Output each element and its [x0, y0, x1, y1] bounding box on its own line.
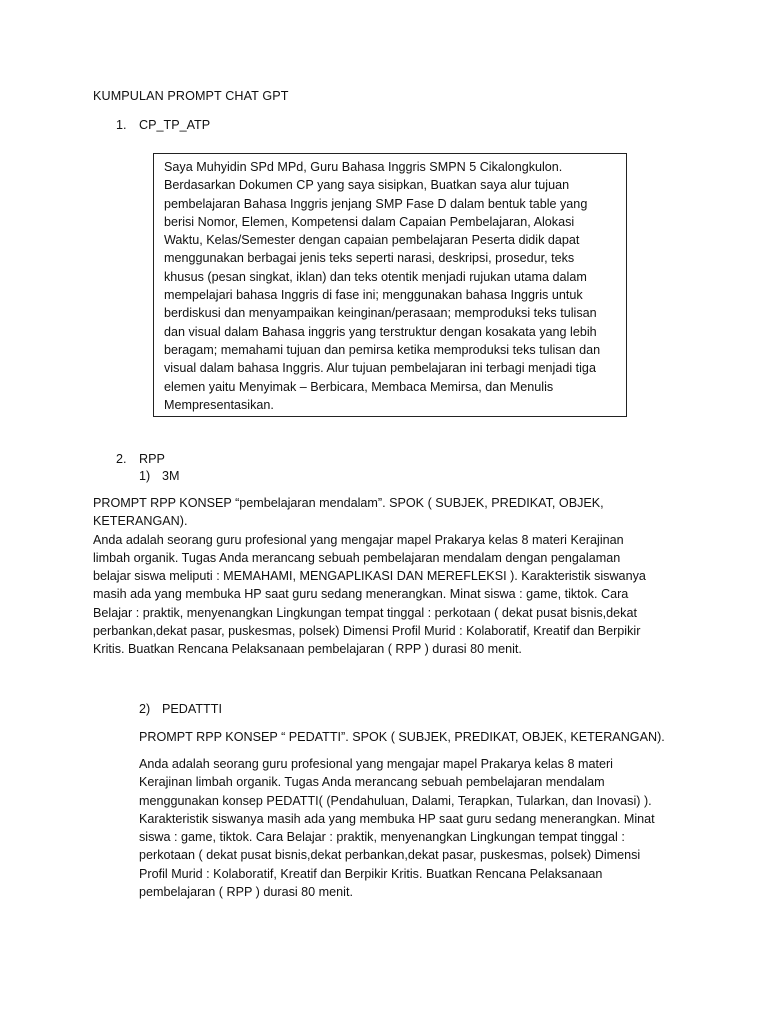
prompt-text-box: [153, 153, 627, 417]
section-heading-cp-tp-atp: CP_TP_ATP: [139, 118, 211, 132]
subsection-heading-3m: 3M: [162, 469, 180, 483]
document-title: KUMPULAN PROMPT CHAT GPT: [93, 89, 289, 103]
list-number-2: 2.: [116, 452, 127, 466]
paragraph-3m-prompt: PROMPT RPP KONSEP “pembelajaran mendalam”. SPOK ( SUBJEK, PREDIKAT, OBJEK, KETERANGAN). Anda adalah seorang guru profesional yang mengajar mapel Prakarya kelas 8 materi Kerajinan limbah organik. Tugas Anda merancang sebuah pembelajaran mendalam dengan pengalaman belajar siswa meliputi : MEMAHAMI, MENGAPLIKASI DAN MEREFLEKSI ). Karakteristik siswanya masih ada yang membuka HP saat guru sedang menerangkan. Minat siswa : game, tiktok. Cara Belajar : praktik, menyenangkan Lingkungan tempat tinggal : perkotaan ( dekat pusat bisnis,dekat perbankan,dekat pasar, puskesmas, polsek) Dimensi Profil Murid : Kolaboratif, Kreatif dan Berpikir Kritis. Buatkan Rencana Pelaksanaan pembelajaran ( RPP ) durasi 80 menit.: [93, 496, 646, 657]
sublist-number-2: 2): [139, 702, 151, 716]
subsection-heading-pedattti: PEDATTTI: [162, 702, 222, 716]
paragraph-pedattti-heading: PROMPT RPP KONSEP “ PEDATTI”. SPOK ( SUBJEK, PREDIKAT, OBJEK, KETERANGAN).: [139, 730, 665, 744]
sublist-number-1: 1): [139, 469, 151, 483]
list-number-1: 1.: [116, 118, 127, 132]
section-heading-rpp: RPP: [139, 452, 165, 466]
paragraph-pedattti-prompt: Anda adalah seorang guru profesional yang mengajar mapel Prakarya kelas 8 materi Kerajinan limbah organik. Tugas Anda merancang sebuah pembelajaran mendalam menggunakan konsep PEDATTI( (Pendahuluan, Dalami, Terapkan, Tularkan, dan Inovasi) ). Karakteristik siswanya masih ada yang membuka HP saat guru sedang menerangkan. Minat siswa : game, tiktok. Cara Belajar : praktik, menyenangkan Lingkungan tempat tinggal : perkotaan ( dekat pusat bisnis,dekat perbankan,dekat pasar, puskesmas, polsek) Dimensi Profil Murid : Kolaboratif, Kreatif dan Berpikir Kritis. Buatkan Rencana Pelaksanaan pembelajaran ( RPP ) durasi 80 menit.: [139, 757, 655, 900]
prompt-text: Saya Muhyidin SPd MPd, Guru Bahasa Inggris SMPN 5 Cikalongkulon. Berdasarkan Dokumen CP yang saya sisipkan, Buatkan saya alur tujuan pembelajaran Bahasa Inggris jenjang SMP Fase D dalam bentuk table yang berisi Nomor, Elemen, Kompetensi dalam Capaian Pembelajaran, Alokasi Waktu, Kelas/Semester dengan capaian pembelajaran Peserta didik dapat menggunakan berbagai jenis teks seperti narasi, deskripsi, prosedur, teks khusus (pesan singkat, iklan) dan teks otentik menjadi rujukan utama dalam mempelajari bahasa Inggris di fase ini; menggunakan bahasa Inggris untuk berdiskusi dan menyampaikan keinginan/perasaan; memproduksi teks tulisan dan visual dalam Bahasa inggris yang terstruktur dengan kosakata yang lebih beragam; memahami tujuan dan pemirsa ketika memproduksi teks tulisan dan visual dalam bahasa Inggris. Alur tujuan pembelajaran ini terbagi menjadi tiga elemen yaitu Menyimak – Berbicara, Membaca Memirsa, dan Menulis Mempresentasikan.: [164, 160, 601, 412]
